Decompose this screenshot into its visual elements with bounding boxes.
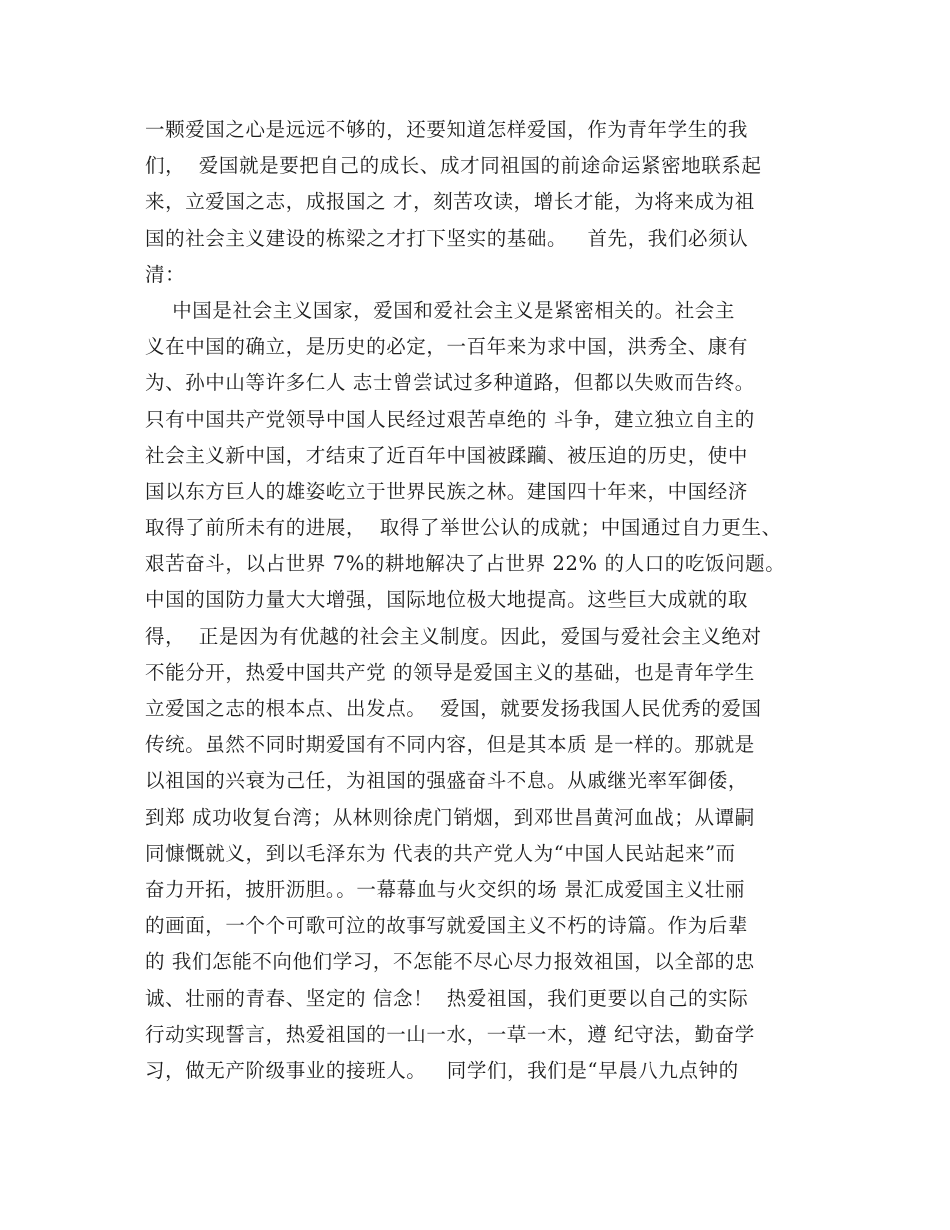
text-line: 立爱国之志的根本点、出发点。 爱国，就要发扬我国人民优秀的爱国 <box>145 697 762 720</box>
text-line: 只有中国共产党领导中国人民经过艰苦卓绝的 斗争，建立独立自主的 <box>145 407 755 431</box>
text-line: 一颗爱国之心是远远不够的，还要知道怎样爱国，作为青年学生的我 <box>145 118 749 141</box>
text-line: 中国是社会主义国家，爱国和爱社会主义是紧密相关的。社会主 <box>145 298 735 322</box>
text-line: 同慷慨就义，到以毛泽东为 代表的共产党人为“中国人民站起来”而 <box>145 841 736 865</box>
text-line: 不能分开，热爱中国共产党 的领导是爱国主义的基础，也是青年学生 <box>145 660 755 684</box>
text-line: 到郑 成功收复台湾；从林则徐虎门销烟，到邓世昌黄河血战；从谭嗣 <box>145 805 755 829</box>
text-line: 取得了前所未有的进展， 取得了举世公认的成就；中国通过自力更生、 <box>145 516 782 540</box>
text-line: 得， 正是因为有优越的社会主义制度。因此，爱国与爱社会主义绝对 <box>145 624 762 648</box>
text-line: 以祖国的兴衰为己任，为祖国的强盛奋斗不息。从戚继光率军御倭， <box>145 769 749 793</box>
text-line: 义在中国的确立，是历史的必定，一百年来为求中国，洪秀全、康有 <box>145 335 749 359</box>
text-line: 诚、壮丽的青春、坚定的 信念！ 热爱祖国，我们更要以自己的实际 <box>145 986 749 1010</box>
text-line: 国以东方巨人的雄姿屹立于世界民族之林。建国四十年来，中国经济 <box>145 479 749 503</box>
text-line: 清： <box>145 262 186 286</box>
text-line: 奋力开拓，披肝沥胆。。一幕幕血与火交织的场 景汇成爱国主义壮丽 <box>145 877 746 901</box>
body-text <box>145 112 825 1089</box>
text-line: 行动实现誓言，热爱祖国的一山一水，一草一木，遵 纪守法，勤奋学 <box>145 1022 755 1046</box>
text-line: 传统。虽然不同时期爱国有不同内容，但是其本质 是一样的。那就是 <box>145 733 755 757</box>
text-line: 中国的国防力量大大增强，国际地位极大地提高。这些巨大成就的取 <box>145 588 749 612</box>
text-line: 习，做无产阶级事业的接班人。 同学们，我们是“早晨八九点钟的 <box>145 1058 739 1082</box>
text-line: 艰苦奋斗，以占世界 7%的耕地解决了占世界 22% 的人口的吃饭问题。 <box>145 552 786 576</box>
text-line: 国的社会主义建设的栋梁之才打下坚实的基础。 首先，我们必须认 <box>145 226 749 250</box>
text-line: 的 我们怎能不向他们学习，不怎能不尽心尽力报效祖国，以全部的忠 <box>145 950 755 974</box>
text-line: 来，立爱国之志，成报国之 才，刻苦攻读，增长才能，为将来成为祖 <box>145 190 755 214</box>
text-line: 们， 爱国就是要把自己的成长、成才同祖国的前途命运紧密地联系起 <box>145 154 762 178</box>
text-line: 社会主义新中国，才结束了近百年中国被蹂躏、被压迫的历史，使中 <box>145 443 749 467</box>
text-line: 为、孙中山等许多仁人 志士曾尝试过多种道路，但都以失败而告终。 <box>145 371 755 395</box>
text-line: 的画面，一个个可歌可泣的故事写就爱国主义不朽的诗篇。作为后辈 <box>145 914 749 938</box>
